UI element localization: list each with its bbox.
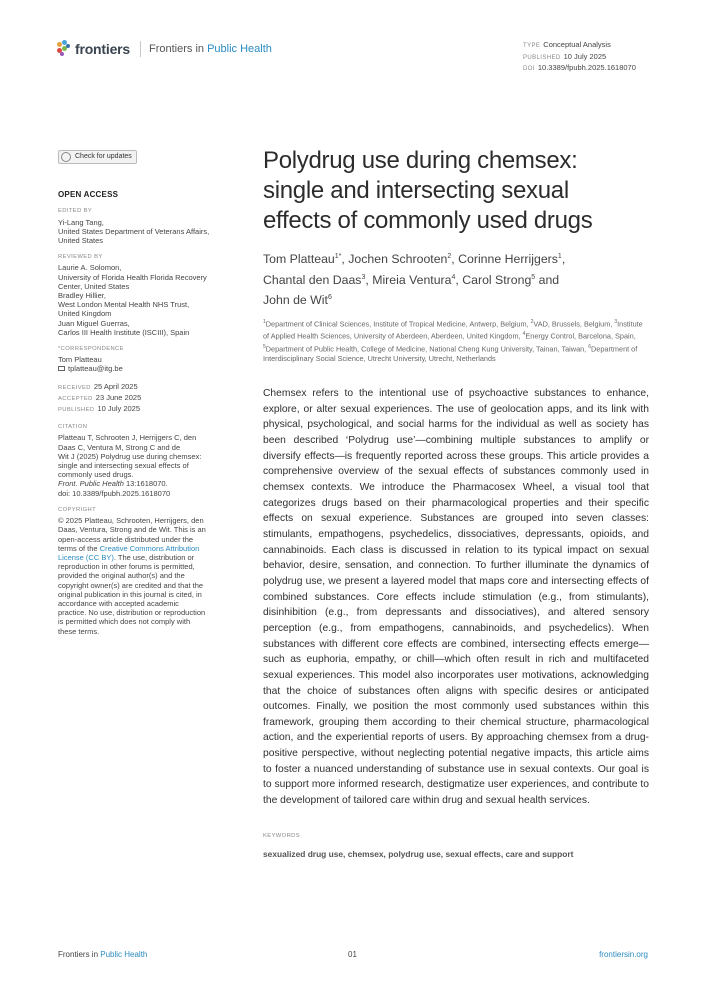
frontiers-logo[interactable] xyxy=(57,40,272,58)
author-sup: 1 xyxy=(557,253,562,260)
article-title xyxy=(263,146,649,236)
affil-sup: 5 xyxy=(263,343,266,350)
reviewed-by-label: REVIEWED BY xyxy=(58,254,103,261)
citation-journal: Front. Public Health xyxy=(58,479,124,489)
author-name[interactable]: Chantal den Daas xyxy=(263,272,362,287)
reviewer-line: West London Mental Health NHS Trust, xyxy=(58,300,190,310)
edited-by xyxy=(58,218,238,246)
doi-value[interactable]: 10.3389/fpubh.2025.1618070 xyxy=(537,63,636,72)
check-updates-icon xyxy=(61,152,71,162)
citation xyxy=(58,433,238,497)
citation-line: Platteau T, Schrooten J, Herrijgers C, den xyxy=(58,433,197,443)
reviewer-line: Bradley Hillier, xyxy=(58,291,106,301)
citation-line: commonly used drugs. xyxy=(58,470,134,480)
journal-accent: Public Health xyxy=(207,43,272,55)
copyright-terms-prefix: terms of the xyxy=(58,543,100,553)
author-list: Tom Platteau$^{1*}$, Jochen Schrooten$^2$, Corinne Herrijgers$^1$, Chantal den Daas$^3$, Mireia Ventura$^4$, Carol Strong$^5$ and John de Wit$^6$ xyxy=(263,252,566,308)
copyright-line: Daas, Ventura, Strong and de Wit. This is an xyxy=(58,525,206,535)
affil-sup: 3 xyxy=(614,318,618,325)
author-sup: 2 xyxy=(447,253,452,260)
affil-text: Department of Interdisciplinary Social Science, Utrecht University, Utrecht, Netherlands xyxy=(263,344,638,364)
copyright-line: copyright owner(s) are credited and that the xyxy=(58,580,204,590)
reviewer-line: Carlos III Health Institute (ISCIII), Spain xyxy=(58,327,190,337)
citation-journal-line xyxy=(58,479,238,488)
sidebar-published-value: 10 July 2025 xyxy=(97,404,141,414)
copyright-line: is permitted which does not comply with xyxy=(58,617,191,627)
author-sup: 1* xyxy=(334,253,342,260)
reviewer-line: Juan Miguel Guerras, xyxy=(58,318,130,328)
title-line: effects of commonly used drugs xyxy=(263,207,593,234)
reviewed-by xyxy=(58,263,238,337)
copyright-line: reproduction in other forums is permitted, xyxy=(58,562,195,572)
correspondence-label: *CORRESPONDENCE xyxy=(58,346,124,353)
affil-text: VAD, Brussels, Belgium, xyxy=(533,319,615,329)
correspondence-name: Tom Platteau xyxy=(58,355,102,365)
mail-icon xyxy=(58,366,65,371)
article-main xyxy=(263,146,649,859)
affil-text: Institute of Applied Health Sciences, University of Aberdeen, Aberdeen, United Kingdom, xyxy=(263,319,643,341)
copyright-terms-line xyxy=(58,544,238,553)
copyright-label: COPYRIGHT xyxy=(58,506,97,513)
affiliations xyxy=(263,317,649,364)
citation-line: Wit J (2025) Polydrug use during chemsex: xyxy=(58,451,202,461)
correspondence-email[interactable]: tplatteau@itg.be xyxy=(68,364,123,374)
type-value: Conceptual Analysis xyxy=(543,40,611,49)
author-name[interactable]: Mireia Ventura xyxy=(372,272,452,287)
author-name[interactable]: Jochen Schrooten xyxy=(348,252,448,267)
check-updates-label: Check for updates xyxy=(75,153,132,161)
journal-name xyxy=(149,43,272,55)
author-sup: 6 xyxy=(327,294,332,302)
affil-sup: 1 xyxy=(263,318,266,325)
published-label: PUBLISHED xyxy=(523,54,561,61)
sidebar xyxy=(58,150,238,636)
page-number: 01 xyxy=(348,950,357,959)
affil-sup: 6 xyxy=(588,343,592,350)
sidebar-published-label: PUBLISHED xyxy=(58,407,95,414)
copyright-line: original publication in this journal is cited, in xyxy=(58,589,202,599)
affil-text: Department of Clinical Sciences, Institute of Tropical Medicine, Antwerp, Belgium, xyxy=(265,319,531,329)
accepted-value: 23 June 2025 xyxy=(95,392,142,402)
reviewer-line: University of Florida Health Florida Recovery xyxy=(58,272,207,282)
title-line: Polydrug use during chemsex: xyxy=(263,147,578,174)
keywords-label: KEYWORDS xyxy=(263,832,301,839)
edited-by-line: Yi-Lang Tang, xyxy=(58,217,104,227)
copyright xyxy=(58,516,238,636)
citation-line: single and intersecting sexual effects of xyxy=(58,461,189,471)
reviewer-line: Laurie A. Solomon, xyxy=(58,263,122,273)
copyright-line: practice. No use, distribution or reproduction xyxy=(58,608,206,618)
affil-text: Department of Public Health, College of Medicine, National Cheng Kung University, Tainan, Taiwan, xyxy=(265,344,589,354)
citation-volume: 13:1618070. xyxy=(123,479,168,489)
copyright-line: © 2025 Platteau, Schrooten, Herrijgers, den xyxy=(58,516,204,526)
copyright-line: accordance with accepted academic xyxy=(58,598,179,608)
title-line: single and intersecting sexual xyxy=(263,177,569,204)
author-name[interactable]: Carol Strong xyxy=(462,272,532,287)
author-name[interactable]: Tom Platteau xyxy=(263,252,335,267)
footer-journal-prefix: Frontiers in xyxy=(58,950,101,959)
author-name[interactable]: Corinne Herrijgers xyxy=(458,252,558,267)
author-sup: 4 xyxy=(451,273,456,281)
edited-by-line: United States Department of Veterans Affairs, xyxy=(58,226,210,236)
footer-site-link[interactable]: frontiersin.org xyxy=(599,950,648,959)
article-dates xyxy=(58,382,238,416)
article-meta xyxy=(523,40,636,75)
copyright-line: open-access article distributed under the xyxy=(58,534,194,544)
author-name[interactable]: John de Wit xyxy=(263,293,328,308)
footer-journal[interactable] xyxy=(58,950,147,959)
abstract: Chemsex refers to the intentional use of psychoactive substances to enhance, explore, or alter sexual experiences. The use of geolocation apps, and its link with physical, psychological, and social harms for the individual as well as society has been described ‘Polydrug use’—combining multiple substances to amplify or diversify effects—is frequently reported across these groups. This article provides a comprehensive overview of the sexual effects of substances commonly used in chemsex contexts. We introduce the Pharmacosex Wheel, a visual tool that categorizes drugs based on their pharmacological properties and their specific effects on sexual experience. Substances are grouped into seven classes: stimulants, empathogens, psychedelics, dissociatives, depressants, opioids, and cannabinoids. Each class is discussed in relation to its typical impact on sexual behavior, desire, sensation, and connection. To further illuminate the dynamics of polydrug use, we present a layered model that maps core and intersecting effects of combined substances. Core effects include stimulation (e.g., from stimulants), disinhibition (e.g., from depressants and dissociatives), and altered sensory perception (e.g., from empathogens, cannabinoids, and psychedelics). When substances with different core effects are combined, intersecting effects emerge—such as euphoria, empathy, or chill—which often result in rich and multifaceted sexual experiences. This model also incorporates user motivations, acknowledging that the choice of substances often aligns with specific desires or anticipated outcomes. Finally, we position the most commonly used substances within this framework, grouping them according to their chemical structure, pharmacological action, and the experiential reports of users. By approaching chemsex from a drug-positive perspective, without neglecting potential negative impacts, this article aims to foster a nuanced understanding of substance use in sexual contexts. Our goal is to support more informed research, destigmatize user experiences, and contribute to the development of tailored care within drug and sexual health services. xyxy=(263,388,649,807)
published-value: 10 July 2025 xyxy=(563,51,607,61)
footer-journal-accent: Public Health xyxy=(100,950,148,959)
logo-text: frontiers xyxy=(75,41,130,57)
keywords: sexualized drug use, chemsex, polydrug use, sexual effects, care and support xyxy=(263,848,574,859)
frontiers-logo-icon xyxy=(57,40,71,58)
copyright-line: these terms. xyxy=(58,626,100,636)
journal-prefix: Frontiers in xyxy=(149,43,205,55)
cc-license-link[interactable]: Creative Commons Attribution xyxy=(99,543,200,553)
reviewer-line: United Kingdom xyxy=(58,309,112,319)
author-sup: 3 xyxy=(361,273,366,281)
copyright-after-link: . The use, distribution or xyxy=(113,552,195,562)
copyright-link-line xyxy=(58,553,238,562)
author-sup: 5 xyxy=(531,273,536,281)
citation-label: CITATION xyxy=(58,424,88,431)
type-label: TYPE xyxy=(523,43,541,49)
affil-sup: 2 xyxy=(530,318,534,325)
logo-divider xyxy=(140,41,141,57)
received-value: 25 April 2025 xyxy=(93,381,138,391)
accepted-label: ACCEPTED xyxy=(58,395,93,402)
check-for-updates-button[interactable] xyxy=(58,150,137,164)
affil-sup: 4 xyxy=(522,331,526,338)
affil-text: Energy Control, Barcelona, Spain, xyxy=(525,331,636,341)
reviewer-line: Center, United States xyxy=(58,281,130,291)
received-label: RECEIVED xyxy=(58,384,91,391)
open-access-label: OPEN ACCESS xyxy=(58,190,119,200)
edited-by-label: EDITED BY xyxy=(58,208,93,215)
edited-by-line: United States xyxy=(58,236,104,246)
citation-doi[interactable]: doi: 10.3389/fpubh.2025.1618070 xyxy=(58,488,171,498)
copyright-line: provided the original author(s) and the xyxy=(58,571,185,581)
citation-line: Daas C, Ventura M, Strong C and de xyxy=(58,442,181,452)
cc-license-link-cont[interactable]: License (CC BY) xyxy=(58,552,114,562)
correspondence-email-line xyxy=(58,364,238,373)
doi-label: DOI xyxy=(523,66,535,72)
